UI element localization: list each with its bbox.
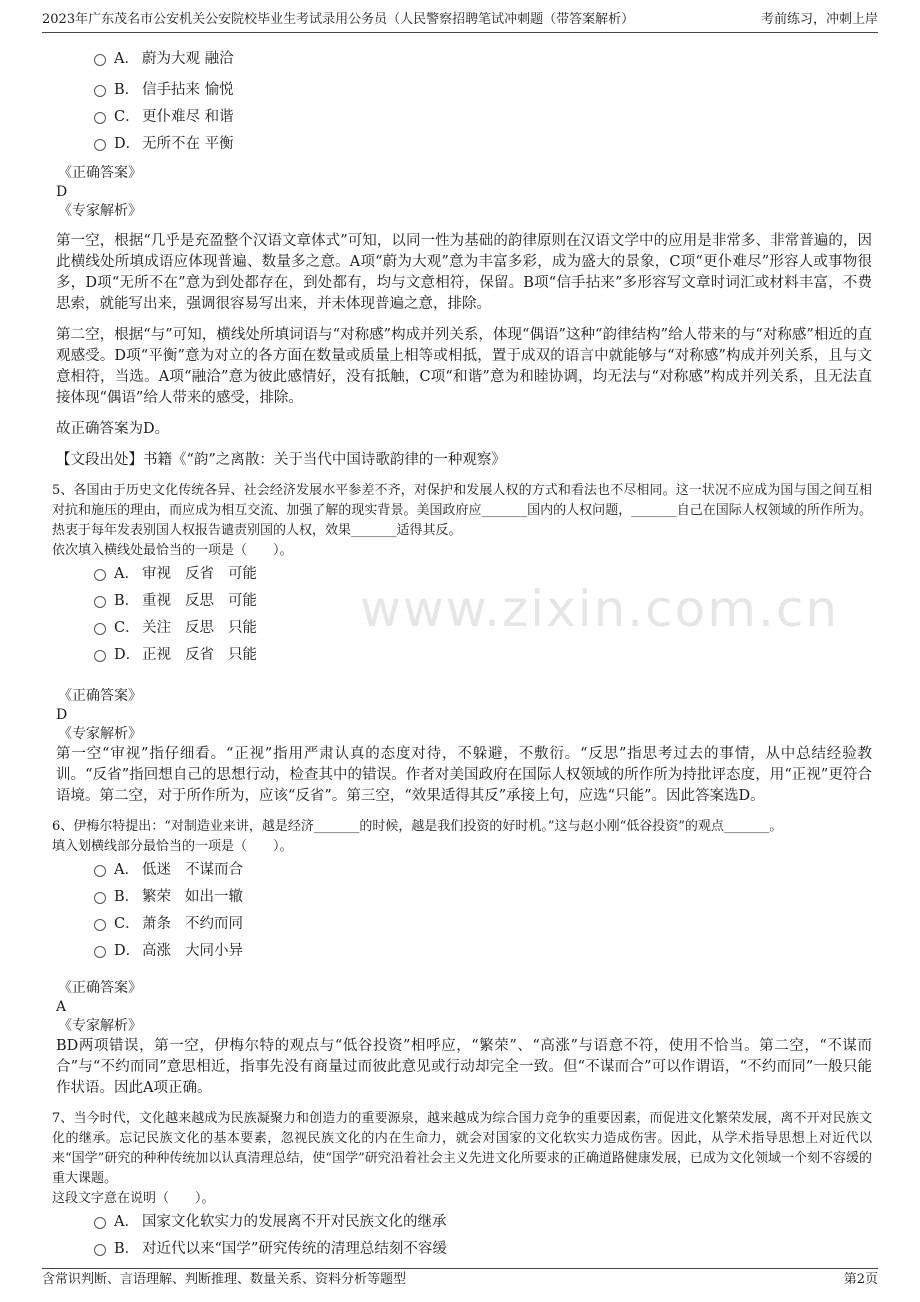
radio-circle-icon[interactable] [94,139,106,151]
option-b[interactable]: B． 对近代以来“国学”研究传统的清理总结刻不容缓 [52,1236,872,1263]
radio-circle-icon[interactable] [94,623,106,635]
option-d[interactable]: D． 正视 反省 只能 [52,642,872,669]
radio-circle-icon[interactable] [94,112,106,124]
page-header [42,10,878,33]
analysis-paragraph: 第一空，根据“几乎是充盈整个汉语文章体式”可知，以同一性为基础的韵律原则在汉语文学中的应用是非常多、非常普遍的，因此横线处所填成语应体现普遍、数量多之意。A项“蔚为大观”意为丰富多彩，成为盛大的景象，C项“更仆难尽”形容人或事物很多，D项“无所不在”意为到处都存在，到处都有，均与文意相符，保留。B项“信手拈来”多形容写文章时词汇或材料丰富，不费思索，就能写出来，强调很容易写出来，并未体现普遍之意，排除。 [56,233,872,312]
q6-options [52,857,872,965]
source-note: 【文段出处】书籍《“韵”之离散：关于当代中国诗歌韵律的一种观察》 [56,452,506,468]
option-a[interactable]: A． 蔚为大观 融洽 [52,46,872,73]
analysis-label: 《专家解析》 [58,203,142,219]
radio-circle-icon[interactable] [94,865,106,877]
answer-value: D [56,184,68,200]
radio-circle-icon[interactable] [94,1244,106,1256]
question-prompt: 填入划横线部分最恰当的一项是（ ）。 [52,839,293,854]
doc-title: 2023年广东茂名市公安机关公安院校毕业生考试录用公务员（人民警察招聘笔试冲刺题（带答案解析） [42,12,635,27]
radio-circle-icon[interactable] [94,650,106,662]
option-c[interactable]: C． 关注 反思 只能 [52,615,872,642]
page-content [52,44,872,1263]
watermark: www.zixin.com.cn [360,580,840,638]
page-footer [42,1268,878,1293]
option-b[interactable]: B． 重视 反思 可能 [52,588,872,615]
option-d[interactable]: D． 无所不在 平衡 [52,131,872,158]
option-a[interactable]: A． 审视 反省 可能 [52,561,872,588]
radio-circle-icon[interactable] [94,85,106,97]
analysis-label: 《专家解析》 [58,726,142,742]
question-stem: 7、当今时代，文化越来越成为民族凝聚力和创造力的重要源泉，越来越成为综合国力竞争的重要因素，而促进文化繁荣发展，离不开对民族文化的继承。忘记民族文化的基本要素，忽视民族文化的内在生命力，就会对国家的文化软实力造成伤害。因此，从学术指导思想上对近代以来“国学”研究的种种传统加以认真清理总结，使“国学”研究沿着社会主义先进文化所要求的正确道路健康发展，已成为文化领域一个刻不容缓的重大课题。 [52,1111,872,1186]
option-b[interactable]: B． 信手拈来 愉悦 [52,77,872,104]
option-b[interactable]: B． 繁荣 如出一辙 [52,884,872,911]
radio-circle-icon[interactable] [94,569,106,581]
question-stem: 6、伊梅尔特提出：“对制造业来讲，越是经济_______的时候，越是我们投资的好时机。”这与赵小刚“低谷投资”的观点_______。 [52,819,783,834]
radio-circle-icon[interactable] [94,892,106,904]
analysis-conclusion: 故正确答案为D。 [56,421,170,437]
analysis-paragraph: 第一空“审视”指仔细看。“正视”指用严肃认真的态度对待，不躲避，不敷衍。“反思”指思考过去的事情，从中总结经验教训。“反省”指回想自己的思想行动，检查其中的错误。作者对美国政府在国际人权领域的所作所为持批评态度，用“正视”更符合语境。第二空，对于所作所为，应该“反省”。第三空，“效果适得其反”承接上句，应选“只能”。因此答案选D。 [56,746,872,804]
footer-note: 含常识判断、言语理解、判断推理、数量关系、资料分析等题型 [42,1272,407,1287]
analysis-paragraph: BD两项错误，第一空，伊梅尔特的观点与“低谷投资”相呼应，“繁荣”、“高涨”与语意不符，使用不恰当。第二空，“不谋而合”与“不约而同”意思相近，指事先没有商量过而彼此意见或行动却完全一致。但“不谋而合”可以作谓语，“不约而同”一般只能作状语。因此A项正确。 [56,1038,872,1096]
answer-value: A [56,999,67,1015]
radio-circle-icon[interactable] [94,54,106,66]
option-a[interactable]: A． 低迷 不谋而合 [52,857,872,884]
question-stem: 5、各国由于历史文化传统各异、社会经济发展水平参差不齐，对保护和发展人权的方式和看法也不尽相同。这一状况不应成为国与国之间互相对抗和施压的理由，而应成为相互交流、加强了解的现实背景。美国政府应_______国内的人权问题，_______自己在国际人权领域的所作所为。热衷于每年发表别国人权报告谴责别国的人权，效果_______适得其反。 [52,483,872,538]
option-a[interactable]: A． 国家文化软实力的发展离不开对民族文化的继承 [52,1209,872,1236]
analysis-label: 《专家解析》 [58,1018,142,1034]
q7-options [52,1209,872,1263]
q4-options [52,46,872,158]
option-c[interactable]: C． 更仆难尽 和谐 [52,104,872,131]
radio-circle-icon[interactable] [94,596,106,608]
answer-value: D [56,707,68,723]
answer-label: 《正确答案》 [58,688,142,704]
answer-label: 《正确答案》 [58,165,142,181]
q5-options [52,561,872,669]
option-d[interactable]: D． 高涨 大同小异 [52,938,872,965]
analysis-paragraph: 第二空，根据“与”可知，横线处所填词语与“对称感”构成并列关系，体现“偶语”这种“韵律结构”给人带来的与“对称感”相近的直观感受。D项“平衡”意为对立的各方面在数量或质量上相等或相抵，置于成双的语言中就能够与“对称感”构成并列关系，且与文意相符，当选。A项“融洽”意为彼此感情好，没有抵触，C项“和谐”意为和睦协调，均无法与“对称感”构成并列关系，且无法直接体现“偶语”给人带来的感受，排除。 [56,327,872,406]
option-c[interactable]: C． 萧条 不约而同 [52,911,872,938]
radio-circle-icon[interactable] [94,1217,106,1229]
page-number: 第2页 [843,1272,878,1287]
question-prompt: 这段文字意在说明（ ）。 [52,1191,215,1206]
header-slogan: 考前练习，冲刺上岸 [760,12,878,27]
question-prompt: 依次填入横线处最恰当的一项是（ ）。 [52,543,293,558]
radio-circle-icon[interactable] [94,946,106,958]
answer-label: 《正确答案》 [58,980,142,996]
radio-circle-icon[interactable] [94,919,106,931]
